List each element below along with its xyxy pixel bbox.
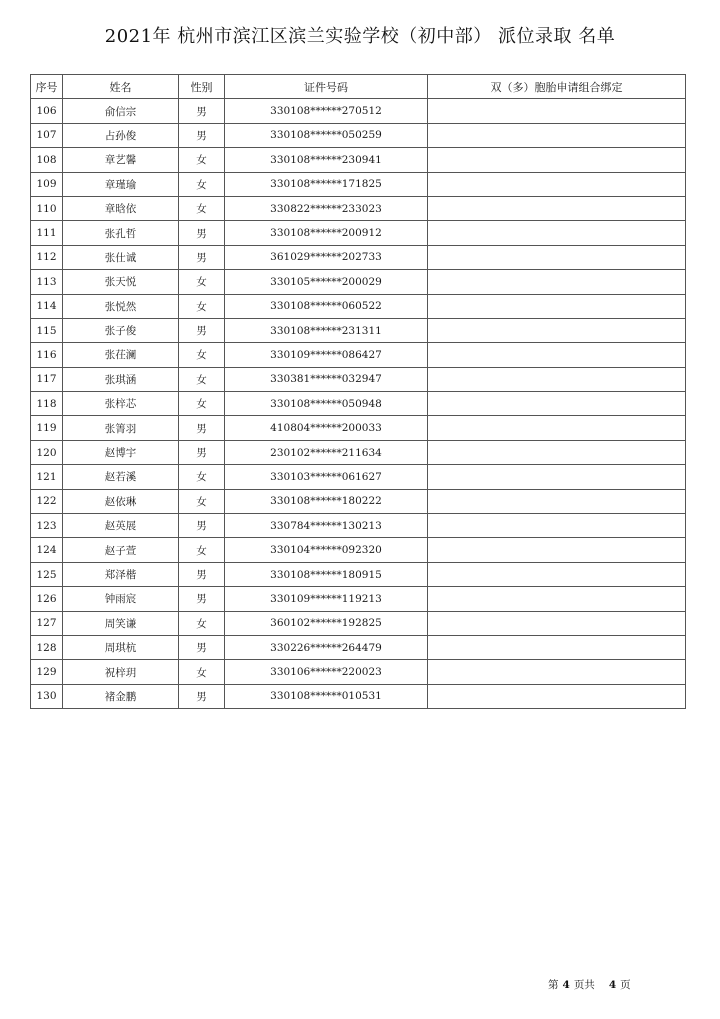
cell-name: 张子俊: [63, 318, 179, 342]
cell-twin-binding: [428, 440, 686, 464]
cell-name: 褚金鹏: [63, 684, 179, 708]
cell-name: 赵若溪: [63, 465, 179, 489]
header-gender: 性别: [179, 75, 225, 99]
cell-twin-binding: [428, 538, 686, 562]
cell-name: 张孔哲: [63, 221, 179, 245]
cell-gender: 女: [179, 367, 225, 391]
table-row: [31, 172, 686, 196]
cell-name: 章晗依: [63, 196, 179, 220]
cell-twin-binding: [428, 123, 686, 147]
cell-gender: 女: [179, 148, 225, 172]
cell-gender: 女: [179, 489, 225, 513]
table-row: [31, 514, 686, 538]
cell-seq: 114: [31, 294, 63, 318]
cell-seq: 123: [31, 514, 63, 538]
header-twin-binding: 双（多）胞胎申请组合绑定: [428, 75, 686, 99]
table-row: [31, 392, 686, 416]
table-row: [31, 123, 686, 147]
cell-twin-binding: [428, 99, 686, 123]
cell-id-number: 330106******220023: [225, 660, 428, 684]
cell-gender: 男: [179, 440, 225, 464]
cell-id-number: 330104******092320: [225, 538, 428, 562]
cell-twin-binding: [428, 635, 686, 659]
table-header-row: [31, 75, 686, 99]
cell-seq: 130: [31, 684, 63, 708]
cell-id-number: 410804******200033: [225, 416, 428, 440]
cell-seq: 118: [31, 392, 63, 416]
table-row: [31, 245, 686, 269]
table-row: [31, 343, 686, 367]
cell-id-number: 330108******231311: [225, 318, 428, 342]
cell-name: 钟雨宸: [63, 587, 179, 611]
cell-id-number: 330108******060522: [225, 294, 428, 318]
cell-seq: 109: [31, 172, 63, 196]
table-row: [31, 562, 686, 586]
cell-twin-binding: [428, 392, 686, 416]
cell-seq: 111: [31, 221, 63, 245]
cell-gender: 男: [179, 221, 225, 245]
cell-twin-binding: [428, 489, 686, 513]
table-row: [31, 148, 686, 172]
cell-id-number: 330108******180222: [225, 489, 428, 513]
cell-id-number: 330108******050259: [225, 123, 428, 147]
cell-gender: 女: [179, 611, 225, 635]
cell-twin-binding: [428, 270, 686, 294]
table-row: [31, 538, 686, 562]
table-body: [31, 99, 686, 709]
footer-total-pages: 4: [608, 979, 617, 991]
table-row: [31, 465, 686, 489]
cell-twin-binding: [428, 416, 686, 440]
cell-twin-binding: [428, 587, 686, 611]
cell-id-number: 330105******200029: [225, 270, 428, 294]
cell-id-number: 330822******233023: [225, 196, 428, 220]
cell-gender: 男: [179, 514, 225, 538]
table-row: [31, 367, 686, 391]
cell-id-number: 330108******050948: [225, 392, 428, 416]
cell-gender: 男: [179, 123, 225, 147]
cell-seq: 122: [31, 489, 63, 513]
table-row: [31, 270, 686, 294]
table-row: [31, 587, 686, 611]
cell-name: 章瑾瑜: [63, 172, 179, 196]
cell-twin-binding: [428, 245, 686, 269]
table-row: [31, 684, 686, 708]
cell-id-number: 330108******230941: [225, 148, 428, 172]
footer-suffix: 页: [620, 979, 631, 991]
cell-id-number: 330226******264479: [225, 635, 428, 659]
cell-gender: 女: [179, 196, 225, 220]
cell-twin-binding: [428, 343, 686, 367]
cell-id-number: 330108******171825: [225, 172, 428, 196]
header-name: 姓名: [63, 75, 179, 99]
header-id-number: 证件号码: [225, 75, 428, 99]
cell-seq: 124: [31, 538, 63, 562]
cell-gender: 男: [179, 684, 225, 708]
cell-gender: 男: [179, 562, 225, 586]
cell-twin-binding: [428, 562, 686, 586]
cell-twin-binding: [428, 514, 686, 538]
table-row: [31, 294, 686, 318]
header-seq: 序号: [31, 75, 63, 99]
table-row: [31, 440, 686, 464]
cell-id-number: 330108******010531: [225, 684, 428, 708]
cell-id-number: 330103******061627: [225, 465, 428, 489]
cell-name: 章艺馨: [63, 148, 179, 172]
cell-twin-binding: [428, 148, 686, 172]
table-row: [31, 99, 686, 123]
cell-name: 赵博宇: [63, 440, 179, 464]
cell-seq: 127: [31, 611, 63, 635]
cell-gender: 女: [179, 172, 225, 196]
cell-gender: 男: [179, 635, 225, 659]
table-row: [31, 660, 686, 684]
cell-gender: 女: [179, 538, 225, 562]
cell-seq: 121: [31, 465, 63, 489]
cell-twin-binding: [428, 318, 686, 342]
cell-gender: 男: [179, 99, 225, 123]
cell-id-number: 330109******119213: [225, 587, 428, 611]
cell-name: 祝梓玥: [63, 660, 179, 684]
cell-twin-binding: [428, 684, 686, 708]
cell-seq: 112: [31, 245, 63, 269]
cell-seq: 115: [31, 318, 63, 342]
cell-name: 张琪涵: [63, 367, 179, 391]
footer-middle: 页共: [573, 979, 595, 991]
cell-gender: 女: [179, 294, 225, 318]
cell-twin-binding: [428, 465, 686, 489]
cell-seq: 117: [31, 367, 63, 391]
cell-seq: 108: [31, 148, 63, 172]
cell-name: 张梓芯: [63, 392, 179, 416]
table-row: [31, 611, 686, 635]
cell-name: 赵子萱: [63, 538, 179, 562]
table-row: [31, 635, 686, 659]
cell-gender: 女: [179, 465, 225, 489]
cell-name: 郑泽楷: [63, 562, 179, 586]
cell-twin-binding: [428, 367, 686, 391]
cell-seq: 106: [31, 99, 63, 123]
cell-seq: 120: [31, 440, 63, 464]
cell-id-number: 361029******202733: [225, 245, 428, 269]
cell-name: 占孙俊: [63, 123, 179, 147]
footer-page-number: 4: [562, 979, 570, 991]
table-row: [31, 221, 686, 245]
cell-name: 周笑谦: [63, 611, 179, 635]
cell-twin-binding: [428, 660, 686, 684]
table-row: [31, 416, 686, 440]
cell-id-number: 360102******192825: [225, 611, 428, 635]
cell-twin-binding: [428, 294, 686, 318]
cell-gender: 女: [179, 660, 225, 684]
table-row: [31, 196, 686, 220]
cell-name: 赵依琳: [63, 489, 179, 513]
cell-seq: 107: [31, 123, 63, 147]
cell-seq: 126: [31, 587, 63, 611]
cell-seq: 128: [31, 635, 63, 659]
cell-gender: 男: [179, 587, 225, 611]
cell-seq: 116: [31, 343, 63, 367]
cell-seq: 119: [31, 416, 63, 440]
cell-id-number: 330108******270512: [225, 99, 428, 123]
cell-id-number: 330108******200912: [225, 221, 428, 245]
cell-name: 周琪杭: [63, 635, 179, 659]
cell-name: 张天悦: [63, 270, 179, 294]
cell-gender: 女: [179, 392, 225, 416]
cell-gender: 男: [179, 318, 225, 342]
table-row: [31, 489, 686, 513]
cell-gender: 女: [179, 270, 225, 294]
cell-twin-binding: [428, 172, 686, 196]
document-title: 2021年 杭州市滨江区滨兰实验学校（初中部） 派位录取 名单: [104, 26, 616, 47]
cell-id-number: 330109******086427: [225, 343, 428, 367]
cell-gender: 女: [179, 343, 225, 367]
cell-id-number: 330108******180915: [225, 562, 428, 586]
cell-gender: 男: [179, 245, 225, 269]
cell-seq: 113: [31, 270, 63, 294]
footer-prefix: 第: [548, 979, 559, 991]
cell-id-number: 330784******130213: [225, 514, 428, 538]
cell-id-number: 230102******211634: [225, 440, 428, 464]
cell-twin-binding: [428, 221, 686, 245]
page-footer: [548, 977, 631, 992]
cell-name: 张箐羽: [63, 416, 179, 440]
cell-seq: 129: [31, 660, 63, 684]
cell-seq: 110: [31, 196, 63, 220]
cell-name: 俞信宗: [63, 99, 179, 123]
table-row: [31, 318, 686, 342]
cell-name: 张仕诚: [63, 245, 179, 269]
cell-name: 张茌澜: [63, 343, 179, 367]
cell-twin-binding: [428, 196, 686, 220]
cell-gender: 男: [179, 416, 225, 440]
cell-seq: 125: [31, 562, 63, 586]
cell-name: 张悦然: [63, 294, 179, 318]
cell-twin-binding: [428, 611, 686, 635]
cell-id-number: 330381******032947: [225, 367, 428, 391]
cell-name: 赵英展: [63, 514, 179, 538]
admission-table: [30, 74, 686, 709]
